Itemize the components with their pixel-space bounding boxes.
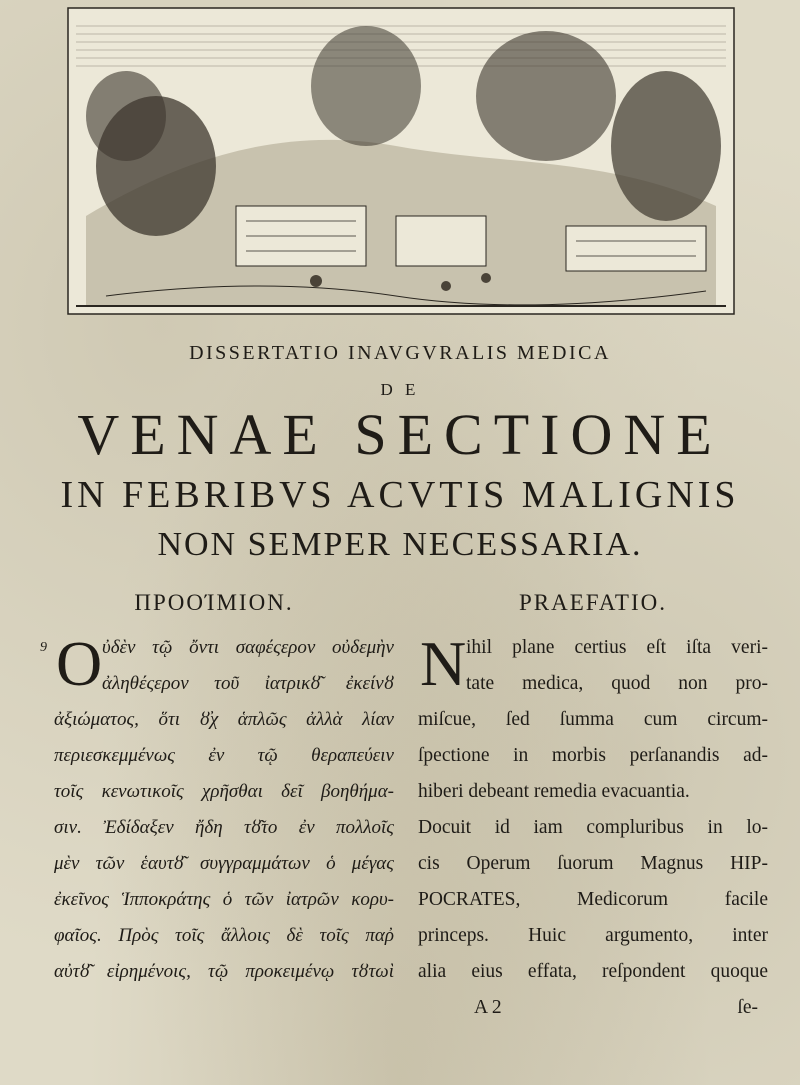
- greek-line: ἐκεῖνος Ἱπποκράτης ὁ τῶν ἰατρῶν κορυ-: [54, 889, 394, 910]
- latin-column: [418, 590, 768, 1026]
- latin-line: tate medica, quod non pro-: [466, 673, 768, 694]
- latin-line-text: ihil plane certius eſt iſta veri-: [466, 637, 768, 658]
- latin-line: cis Operum ſuorum Magnus HIP-: [418, 853, 768, 874]
- catchword: ſe-: [737, 997, 758, 1018]
- latin-line: Docuit id iam compluribus in lo-: [418, 817, 768, 838]
- greek-line: αὐτȣ͂ εἰρημένοις, τῷ προκειμένῳ τȣτωὶ: [54, 961, 394, 982]
- greek-line: ἀληθέςερον τοῦ ἰατρικȣ͂ ἐκείνȣ: [102, 673, 394, 694]
- latin-line: alia eius effata, reſpondent quoque: [418, 961, 768, 982]
- subtitle-febribus: IN FEBRIBVS ACVTIS MALIGNIS: [60, 474, 740, 516]
- drop-cap: N: [420, 628, 467, 699]
- greek-line: τοῖς κενωτικοῖς χρῆσθαι δεῖ βοηθήμα-: [54, 781, 394, 802]
- latin-line: princeps. Huic argumento, inter: [418, 925, 768, 946]
- latin-line: miſcue, ſed ſumma cum circum-: [418, 709, 768, 730]
- latin-line: hiberi debeant remedia evacuantia.: [418, 781, 690, 802]
- latin-line: ſpectione in morbis perſanandis ad-: [418, 745, 768, 766]
- greek-line: μὲν τῶν ἑαυτȣ͂ συγγραμμάτων ὁ μέγας: [54, 853, 394, 874]
- preposition-de: D E: [380, 380, 420, 399]
- engraved-vignette: [66, 6, 736, 316]
- greek-column: [40, 590, 394, 990]
- latin-heading: PRAEFATIO.: [518, 590, 667, 615]
- page-footer: [418, 990, 768, 1026]
- greek-line: σιν. Ἐδίδαξεν ἤδη τȣ͂το ἐν πολλοῖς: [54, 817, 394, 838]
- greek-line-text: ὐδὲν τῷ ὄντι σαφέςερον οὐδεμὴν: [102, 637, 394, 658]
- dissertation-title: DISSERTATIO INAVGVRALIS MEDICA: [189, 342, 611, 364]
- greek-line: ἀξιώματος, ὅτι ȣ̓χ ἁπλῶς ἀλλὰ λίαν: [54, 709, 394, 730]
- latin-line: POCRATES, Medicorum facile: [418, 889, 768, 910]
- greek-line: περιεσκεμμένως ἐν τῷ θεραπεύειν: [54, 745, 394, 766]
- signature-mark: A 2: [474, 997, 502, 1018]
- main-title: VENAE SECTIONE: [77, 402, 723, 467]
- subtitle-non-semper: NON SEMPER NECESSARIA.: [157, 526, 643, 563]
- margin-mark: 9: [40, 640, 47, 655]
- greek-heading: ΠΡΟΟΊΜΙΟΝ.: [134, 590, 294, 615]
- drop-cap: O: [56, 628, 103, 699]
- greek-line: φαῖος. Πρὸς τοῖς ἄλλοις δὲ τοῖς παῤ: [54, 925, 394, 946]
